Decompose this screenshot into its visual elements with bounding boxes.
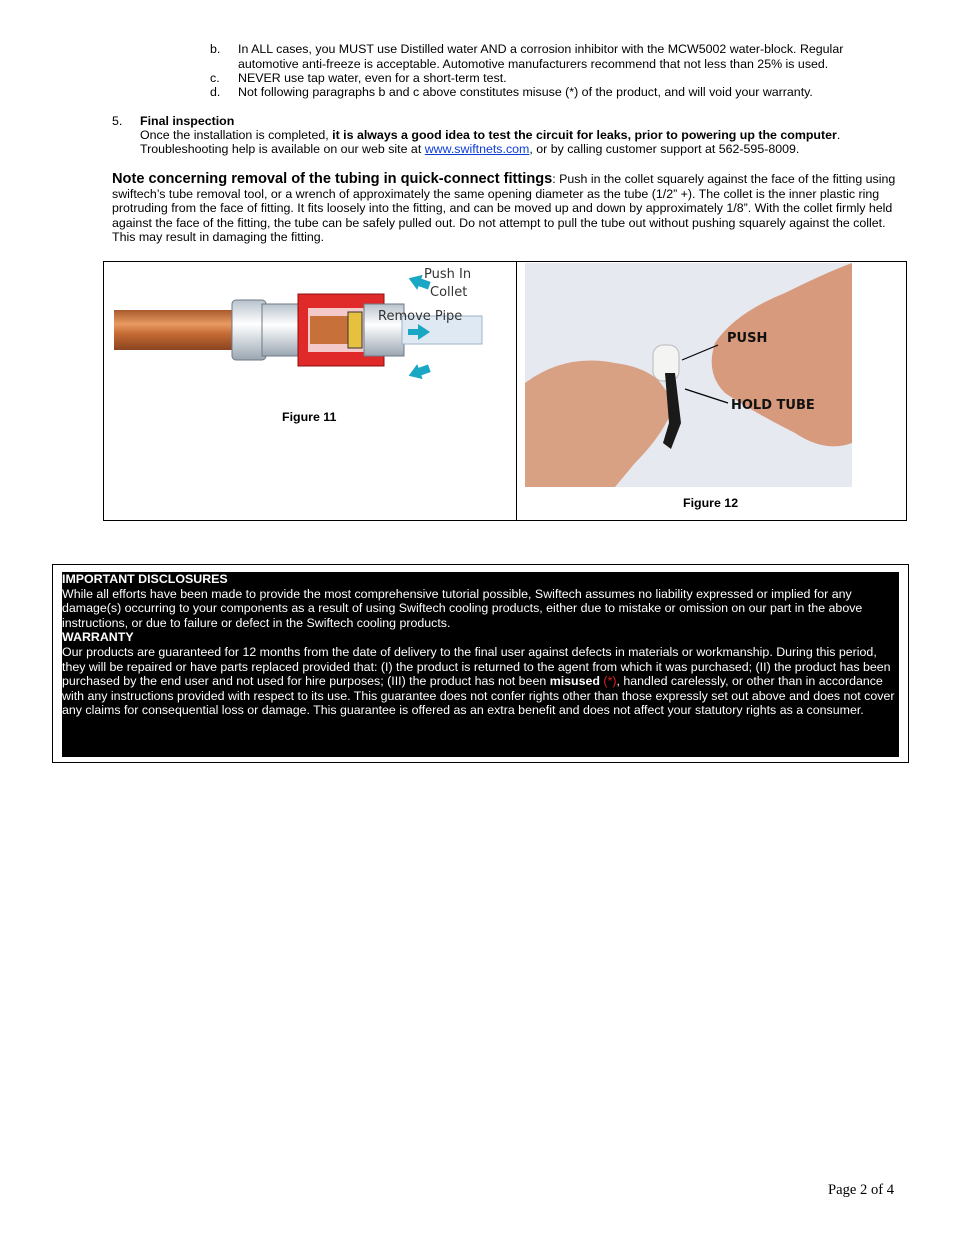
text-run: . [836,128,841,142]
figure-12-photo [525,263,852,487]
warranty-title: WARRANTY [62,630,134,645]
list-marker: b. [210,42,221,56]
arrow-icon [406,361,432,384]
text-run: , handled carelessly, or other than in accordance with any instructions provided with respect to its use. This guarantee does not confer rights other than those expressly set out above and does not cover any claims for consequential loss or damage. This guarantee is offered as an extra benefit and does not affect your statutory rights as a consumer. [62,674,895,718]
label-remove-pipe: Remove Pipe [378,309,463,324]
disclosures-title: IMPORTANT DISCLOSURES [62,572,228,586]
label-hold-tube: HOLD TUBE [731,398,815,413]
list-text: In ALL cases, you MUST use Distilled water AND a corrosion inhibitor with the MCW5002 water-block. Regular automotive anti-freeze is acceptable. Automotive manufacturers recommend that not less than 25% is used. [238,42,844,71]
note-body: : Push in the collet squarely against the face of the fitting using swiftech’s tube removal tool, or a wrench of approximately the same opening diameter as the tube (1/2” +). The collet is the inner plastic ring protruding from the face of fitting. It fits loosely into the fitting, and can be moved up and down by approximately 1/8”. With the collet firmly held against the face of the fitting, the tube can be safely pulled out. Do not attempt to pull the tube out without pushing squarely against the collet. This may result in damaging the fitting. [112,172,896,244]
figure-table [103,261,907,521]
text-run: Troubleshooting help is available on our web site at [140,142,425,156]
website-link[interactable]: www.swiftnets.com [424,142,530,156]
fitting-body-left [232,300,266,360]
list-text: Not following paragraphs b and c above constitutes misuse (*) of the product, and will void your warranty. [238,85,813,99]
page-number: Page 2 of 4 [828,1182,895,1198]
disclosures-box [52,564,909,763]
warranty-body [62,645,899,718]
fitting-body-mid [262,304,302,356]
text-run-bold: it is always a good idea to test the circuit for leaks, prior to powering up the computer [332,128,837,142]
text-run: Once the installation is completed, [140,128,333,142]
figure-11-caption: Figure 11 [282,410,337,424]
list-marker: d. [210,85,221,99]
label-collet: Collet [430,285,468,300]
section-line-2 [140,142,900,157]
pipe-inside [310,316,350,344]
section-line-1 [140,128,900,143]
list-text: NEVER use tap water, even for a short-term test. [238,71,507,85]
list-marker: c. [210,71,220,85]
text-run: Our products are guaranteed for 12 months from the date of delivery to the final user against defects in materials or workmanship. During this period, they will be repaired or have parts replaced provided that: (I) the product is returned to the agent from which it was purchased; (II) the product has been purchased by the end user and not used for hire purposes; (III) the product has not been [62,644,891,689]
note-paragraph [112,172,902,245]
figure-12-caption: Figure 12 [683,496,739,510]
note-heading: Note concerning removal of the tubing in quick-connect fittings [112,171,553,187]
text-run: , or by calling customer support at 562-595-8009. [529,142,800,156]
text-run-red: (*) [599,674,617,689]
copper-pipe [114,310,238,350]
figure-divider [516,262,517,520]
disclosures-body: While all efforts have been made to provide the most comprehensive tutorial possible, Swiftech assumes no liability expressed or implied for any damage(s) occurring to your components as a result of using Swiftech cooling products, either due to mistake or omission on our part in the above instructions, or due to failure or defect in the Swiftech cooling products. [62,586,863,630]
label-push-in: Push In [424,267,472,282]
section-title: Final inspection [140,114,235,128]
text-run-bold: misused [549,674,600,689]
section-number: 5. [112,114,123,128]
collet-teeth [348,312,362,348]
disclosures-panel [62,572,899,757]
label-push: PUSH [727,331,768,346]
